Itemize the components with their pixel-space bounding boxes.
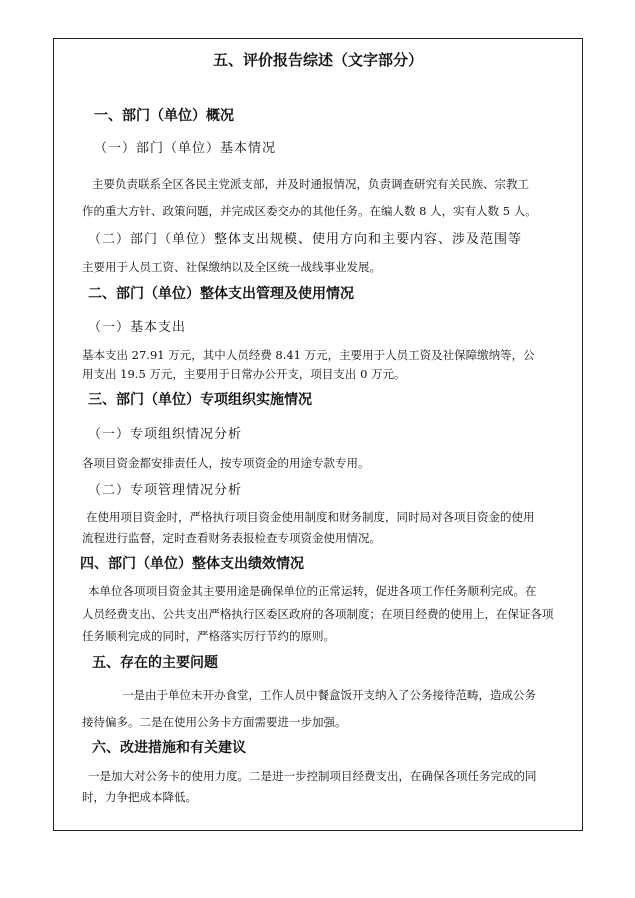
section-1-sub-2: （二）部门（单位）整体支出规模、使用方向和主要内容、涉及范围等 (88, 232, 523, 247)
section-2-sub-1: （一）基本支出 (88, 320, 187, 335)
section-3-sub-1: （一）专项组织情况分析 (88, 427, 243, 442)
page-title: 五、评价报告综述（文字部分） (212, 51, 423, 69)
section-3-heading: 三、部门（单位）专项组织实施情况 (88, 392, 312, 408)
section-6-heading: 六、改进措施和有关建议 (92, 740, 246, 756)
section-3-para-line: 流程进行监督，定时查看财务表报检查专项资金使用情况。 (82, 531, 381, 545)
section-4-heading: 四、部门（单位）整体支出绩效情况 (80, 556, 304, 572)
section-5-heading: 五、存在的主要问题 (92, 655, 218, 671)
section-2-para-line: 用支出 19.5 万元，主要用于日常办公开支，项目支出 0 万元。 (82, 367, 406, 381)
section-2-para-line: 基本支出 27.91 万元，其中人员经费 8.41 万元，主要用于人员工资及社保障缴纳等，公 (82, 348, 535, 362)
section-6-para-line: 一是加大对公务卡的使用力度。二是进一步控制项目经费支出，在确保各项任务完成的同 (88, 769, 537, 783)
section-1-para-line: 主要用于人员工资、社保缴纳以及全区统一战线事业发展。 (82, 260, 381, 274)
section-4-para-line: 人员经费支出、公共支出严格执行区委区政府的各项制度；在项目经费的使用上，在保证各项 (82, 607, 554, 621)
section-5-para-line: 接待偏多。二是在使用公务卡方面需要进一步加强。 (82, 715, 347, 729)
section-1-sub-1: （一）部门（单位）基本情况 (94, 141, 277, 156)
section-4-para-line: 任务顺利完成的同时，严格落实厉行节约的原则。 (82, 629, 335, 643)
section-2-heading: 二、部门（单位）整体支出管理及使用情况 (88, 286, 354, 302)
section-1-para-line: 主要负责联系全区各民主党派支部，并及时通报情况，负责调查研究有关民族、宗教工 (92, 177, 529, 191)
section-6-para-line: 时，力争把成本降低。 (82, 790, 197, 804)
section-3-para-line: 在使用项目资金时，严格执行项目资金使用制度和财务制度，同时局对各项目资金的使用 (86, 510, 535, 524)
section-1-para-line: 作的重大方针、政策问题，并完成区委交办的其他任务。在编人数 8 人，实有人数 5 人。 (82, 204, 537, 218)
section-3-sub-2: （二）专项管理情况分析 (88, 483, 243, 498)
report-frame (53, 38, 583, 831)
section-5-para-line: 一是由于单位未开办食堂，工作人员中餐盒饭开支纳入了公务接待范畴，造成公务 (122, 688, 536, 702)
section-3-para-line: 各项目资金都安排责任人，按专项资金的用途专款专用。 (82, 456, 370, 470)
section-1-heading: 一、部门（单位）概况 (94, 108, 234, 124)
section-4-para-line: 本单位各项项目资金其主要用途是确保单位的正常运转，促进各项工作任务顺利完成。在 (88, 584, 537, 598)
